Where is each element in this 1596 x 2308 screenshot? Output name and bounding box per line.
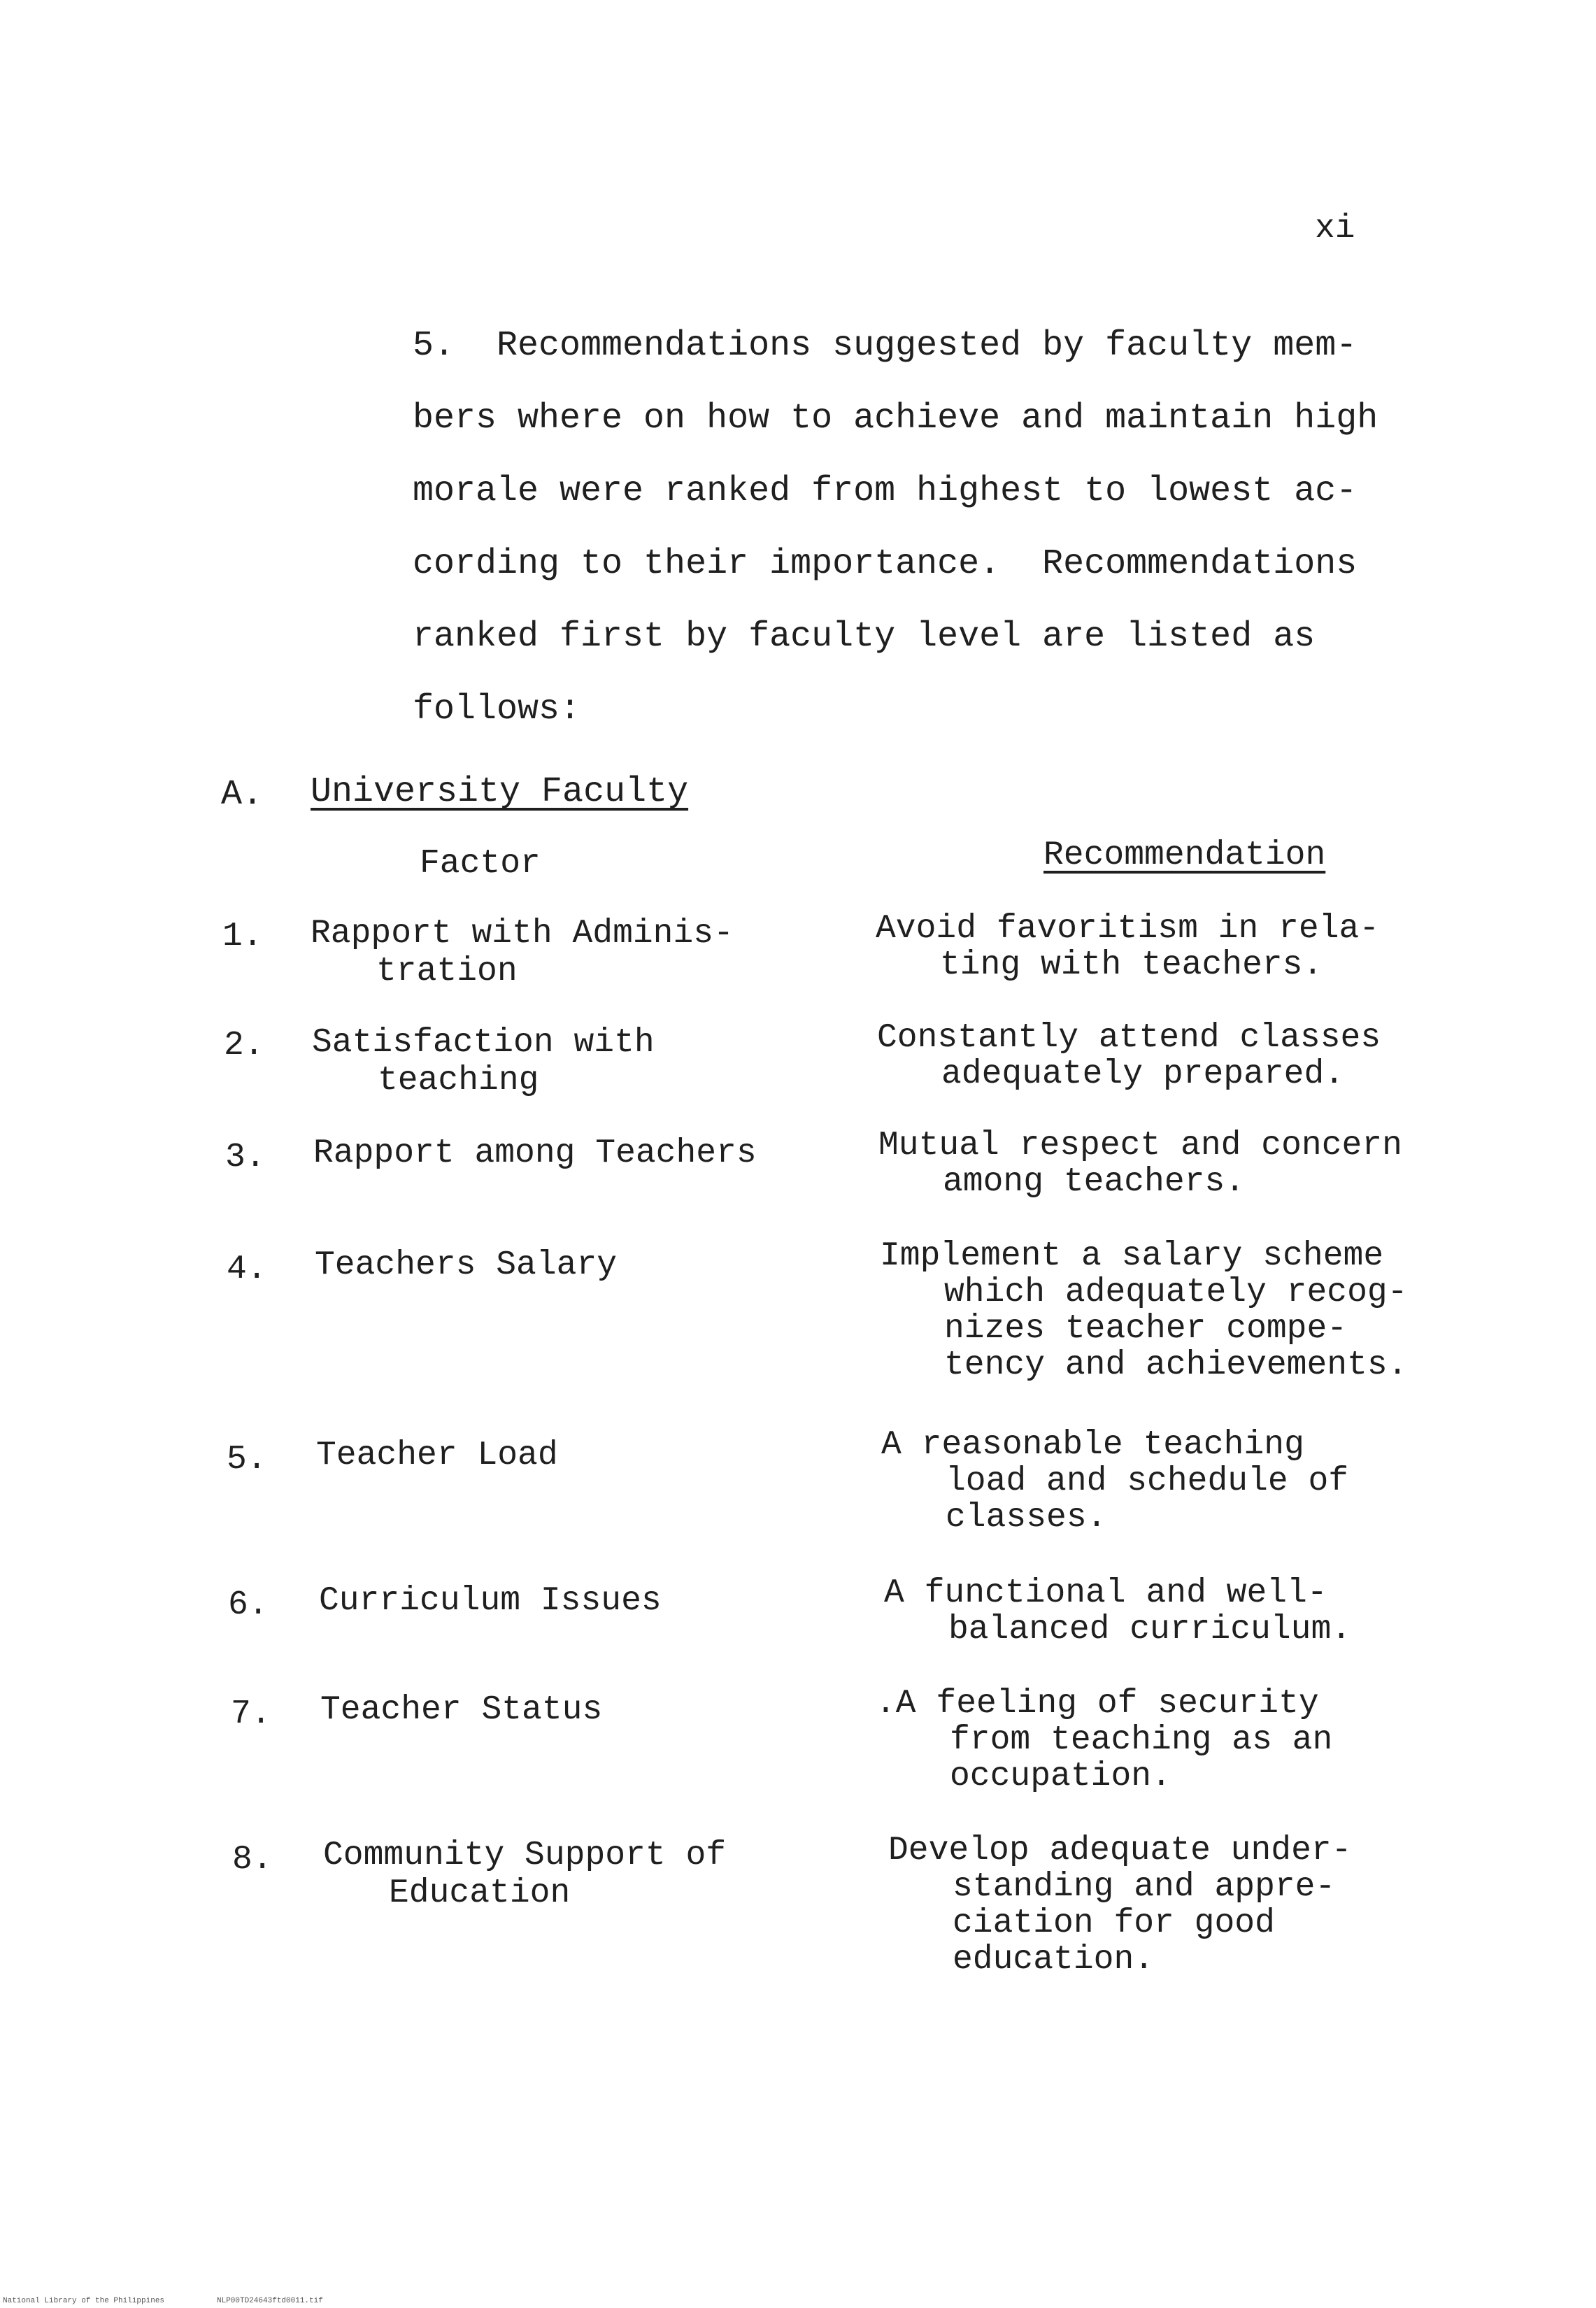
row-factor xyxy=(320,1691,602,1729)
factor-line: Satisfaction with xyxy=(312,1024,655,1062)
row-number: 4. xyxy=(227,1251,267,1288)
row-recommendation xyxy=(877,1020,1381,1092)
row-factor xyxy=(323,1837,726,1912)
factor-line: Rapport among Teachers xyxy=(313,1134,757,1172)
row-recommendation xyxy=(878,1127,1402,1200)
footer-library-credit: National Library of the Philippines xyxy=(3,2297,165,2305)
row-recommendation xyxy=(888,1832,1352,1978)
row-recommendation xyxy=(876,1686,1332,1795)
rec-line: ciation for good xyxy=(953,1904,1275,1942)
rec-line: occupation. xyxy=(950,1758,1171,1795)
factor-line: Curriculum Issues xyxy=(319,1582,662,1620)
row-number: 8. xyxy=(232,1841,273,1879)
rec-line: which adequately recog- xyxy=(944,1274,1408,1311)
rec-line: A functional and well- xyxy=(884,1574,1327,1612)
row-factor xyxy=(311,915,734,990)
row-recommendation xyxy=(884,1575,1351,1648)
rec-line: Mutual respect and concern xyxy=(878,1127,1402,1164)
row-number: 3. xyxy=(225,1139,266,1176)
rec-line: standing and appre- xyxy=(953,1868,1336,1906)
row-factor xyxy=(313,1134,757,1172)
column-header-recommendation: Recommendation xyxy=(1043,836,1326,874)
row-number: 6. xyxy=(228,1586,269,1624)
section-title: University Faculty xyxy=(311,772,689,812)
section-letter: A. xyxy=(221,775,264,815)
row-recommendation xyxy=(880,1238,1408,1383)
footer-file-name: NLP00TD24643ftd0011.tif xyxy=(217,2297,323,2305)
page-number: xi xyxy=(1315,210,1355,248)
rec-line: among teachers. xyxy=(943,1163,1246,1201)
intro-line: 5. Recommendations suggested by faculty mem- xyxy=(413,326,1358,366)
row-recommendation xyxy=(881,1427,1348,1536)
intro-line: ranked first by faculty level are listed as xyxy=(413,617,1316,657)
rec-line: Implement a salary scheme xyxy=(880,1237,1384,1275)
rec-line: ting with teachers. xyxy=(940,946,1323,984)
row-number: 1. xyxy=(222,918,263,955)
intro-line: morale were ranked from highest to lowest ac- xyxy=(413,471,1358,511)
intro-line: follows: xyxy=(413,690,581,729)
factor-line: tration xyxy=(376,953,518,990)
rec-line: balanced curriculum. xyxy=(948,1611,1352,1648)
rec-line: .A feeling of security xyxy=(876,1685,1319,1723)
factor-line: Community Support of xyxy=(323,1837,727,1874)
row-factor xyxy=(319,1582,662,1620)
rec-line: from teaching as an xyxy=(950,1721,1333,1759)
intro-line: cording to their importance. Recommendations xyxy=(413,544,1358,584)
column-header-factor: Factor xyxy=(420,845,541,883)
rec-line: education. xyxy=(953,1941,1155,1979)
factor-line: teaching xyxy=(378,1062,539,1099)
rec-line: adequately prepared. xyxy=(941,1055,1345,1093)
row-factor xyxy=(315,1246,617,1284)
row-factor xyxy=(316,1437,558,1474)
rec-line: A reasonable teaching xyxy=(881,1426,1304,1464)
rec-line: classes. xyxy=(946,1499,1107,1537)
factor-line: Teachers Salary xyxy=(315,1246,618,1284)
rec-line: load and schedule of xyxy=(946,1462,1349,1500)
factor-line: Education xyxy=(389,1874,571,1912)
intro-line: bers where on how to achieve and maintain high xyxy=(413,399,1378,439)
rec-line: Develop adequate under- xyxy=(888,1832,1352,1869)
row-number: 2. xyxy=(224,1027,264,1064)
row-number: 7. xyxy=(231,1695,271,1733)
row-factor xyxy=(312,1024,655,1099)
factor-line: Teacher Status xyxy=(320,1691,603,1729)
row-recommendation xyxy=(876,911,1379,983)
rec-line: Avoid favoritism in rela- xyxy=(876,910,1380,948)
rec-line: tency and achievements. xyxy=(944,1346,1408,1384)
row-number: 5. xyxy=(227,1441,267,1479)
factor-line: Teacher Load xyxy=(316,1437,558,1474)
intro-paragraph xyxy=(413,322,1427,758)
rec-line: nizes teacher compe- xyxy=(944,1310,1348,1348)
factor-line: Rapport with Adminis- xyxy=(311,915,734,953)
rec-line: Constantly attend classes xyxy=(877,1019,1381,1057)
